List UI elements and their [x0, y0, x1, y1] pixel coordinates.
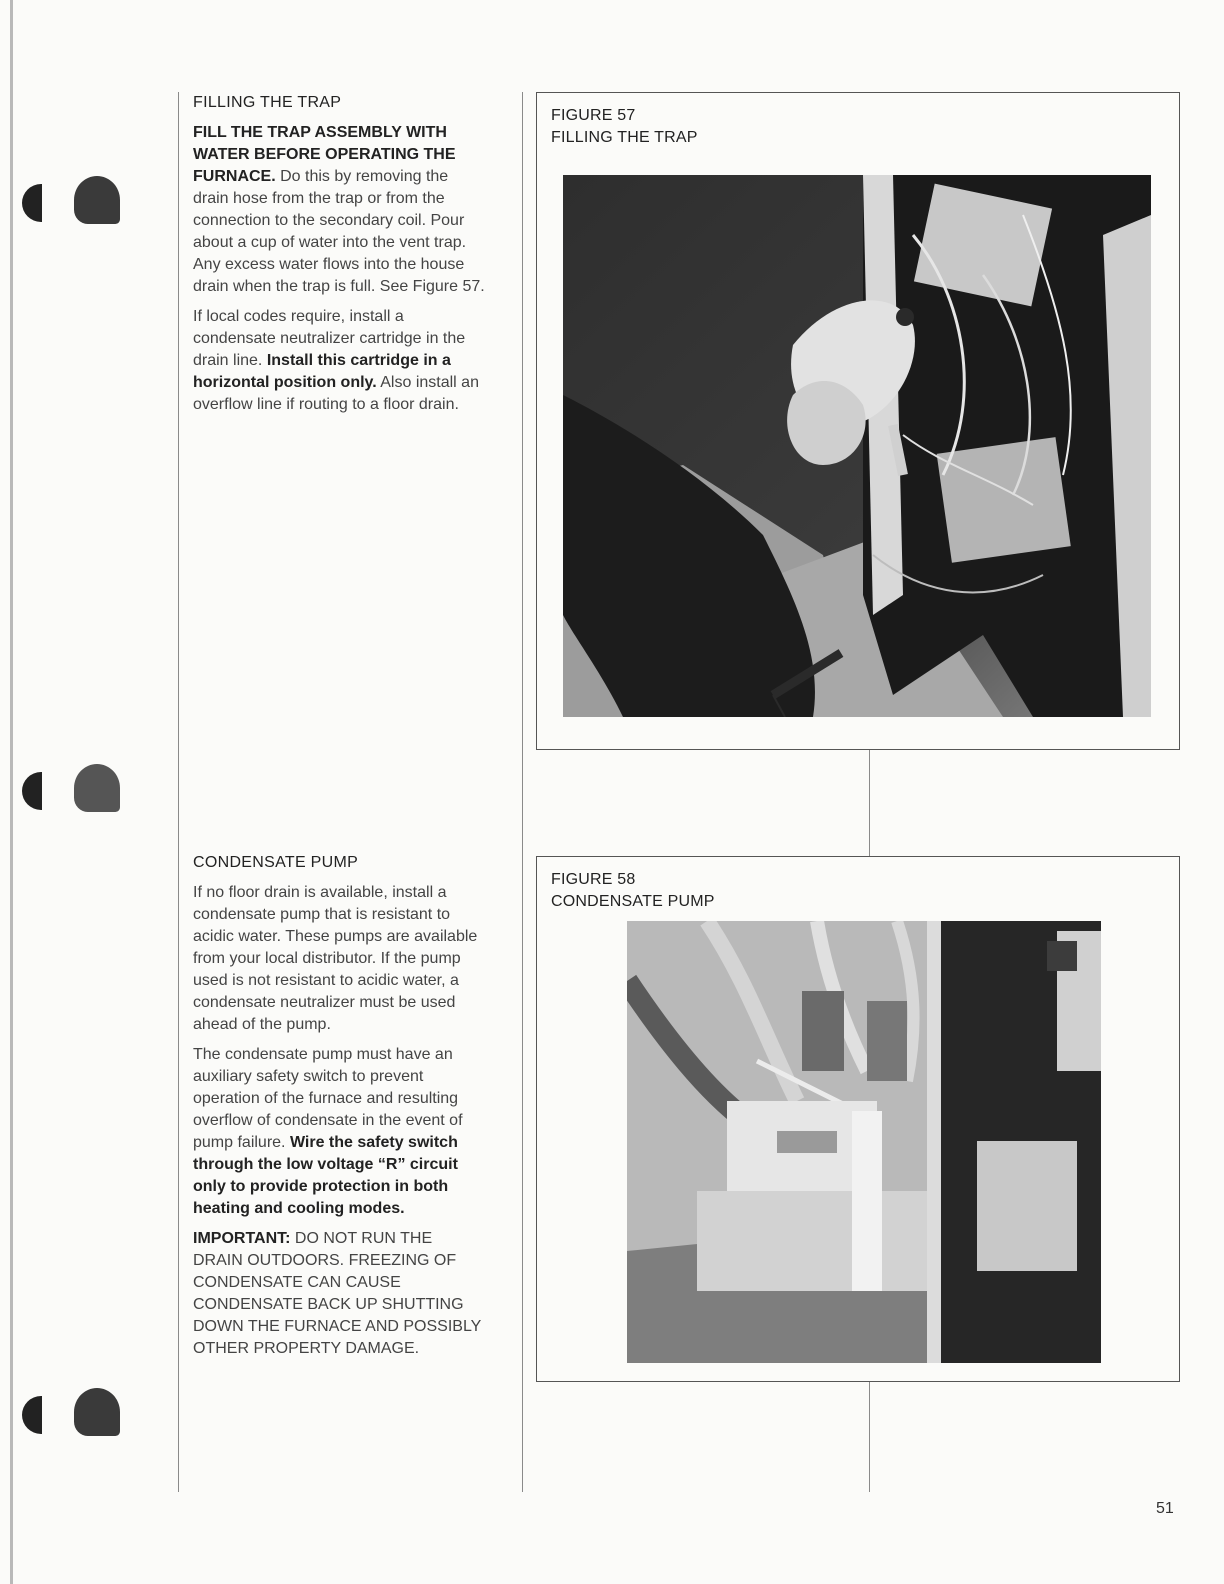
trap-paragraph-2-end: Also install an overflow line if routing to a floor drain. [193, 374, 479, 413]
figure-58-title: CONDENSATE PUMP [551, 893, 715, 910]
figure57-connector [869, 748, 870, 856]
binder-edge [10, 0, 13, 1584]
trap-fill-warning: FILL THE TRAP ASSEMBLY WITH WATER BEFORE OPERATING THE FURNACE. [193, 124, 456, 185]
page-number: 51 [1156, 1500, 1174, 1517]
figure-57-photo [563, 175, 1151, 717]
trap-paragraph-2 [193, 306, 485, 416]
figure-58-number: FIGURE 58 [551, 871, 636, 888]
figure-57-number: FIGURE 57 [551, 107, 636, 124]
trap-paragraph-2-start: If local codes require, install a condensate neutralizer cartridge in the drain line. [193, 308, 466, 369]
pump-paragraph-2 [193, 1044, 485, 1220]
heading-filling-trap: FILLING THE TRAP [193, 94, 342, 111]
section-filling-trap [193, 92, 485, 424]
pump-paragraph-1: If no floor drain is available, install a condensate pump that is resistant to acidic water. These pumps are available from your local distributor. If the pump used is not resistant to acidic water, a condensate neutralizer must be used ahead of the pump. [193, 884, 478, 1033]
trap-paragraph-1 [193, 122, 485, 298]
figure-58 [536, 856, 1180, 1382]
important-label: IMPORTANT: [193, 1230, 291, 1247]
important-text: DO NOT RUN THE DRAIN OUTDOORS. FREEZING OF CONDENSATE CAN CAUSE CONDENSATE BACK UP SHUTTING DOWN THE FURNACE AND POSSIBLY OTHER PROPERTY DAMAGE. [193, 1230, 482, 1357]
pump-wiring-note: Wire the safety switch through the low voltage “R” circuit only to provide protection in both heating and cooling modes. [193, 1134, 458, 1217]
center-column-rule [522, 92, 523, 1492]
figure-58-photo [627, 921, 1101, 1363]
figure-57-title: FILLING THE TRAP [551, 129, 698, 146]
pump-paragraph-3 [193, 1228, 485, 1360]
figure58-connector [869, 1380, 870, 1492]
figure-57 [536, 92, 1180, 750]
left-column-rule [178, 92, 179, 1492]
figure-57-caption [551, 105, 698, 149]
figure-58-caption [551, 869, 715, 913]
section-condensate-pump [193, 852, 485, 1368]
trap-cartridge-note: Install this cartridge in a horizontal position only. [193, 352, 451, 391]
pump-paragraph-2-start: The condensate pump must have an auxiliary safety switch to prevent operation of the furnace and resulting overflow of condensate in the event of pump failure. [193, 1046, 463, 1151]
trap-paragraph-1-text: Do this by removing the drain hose from the trap or from the connection to the secondary coil. Pour about a cup of water into the vent trap. Any excess water flows into the house drain when the trap is full. See Figure 57. [193, 168, 485, 295]
heading-condensate-pump: CONDENSATE PUMP [193, 854, 359, 871]
